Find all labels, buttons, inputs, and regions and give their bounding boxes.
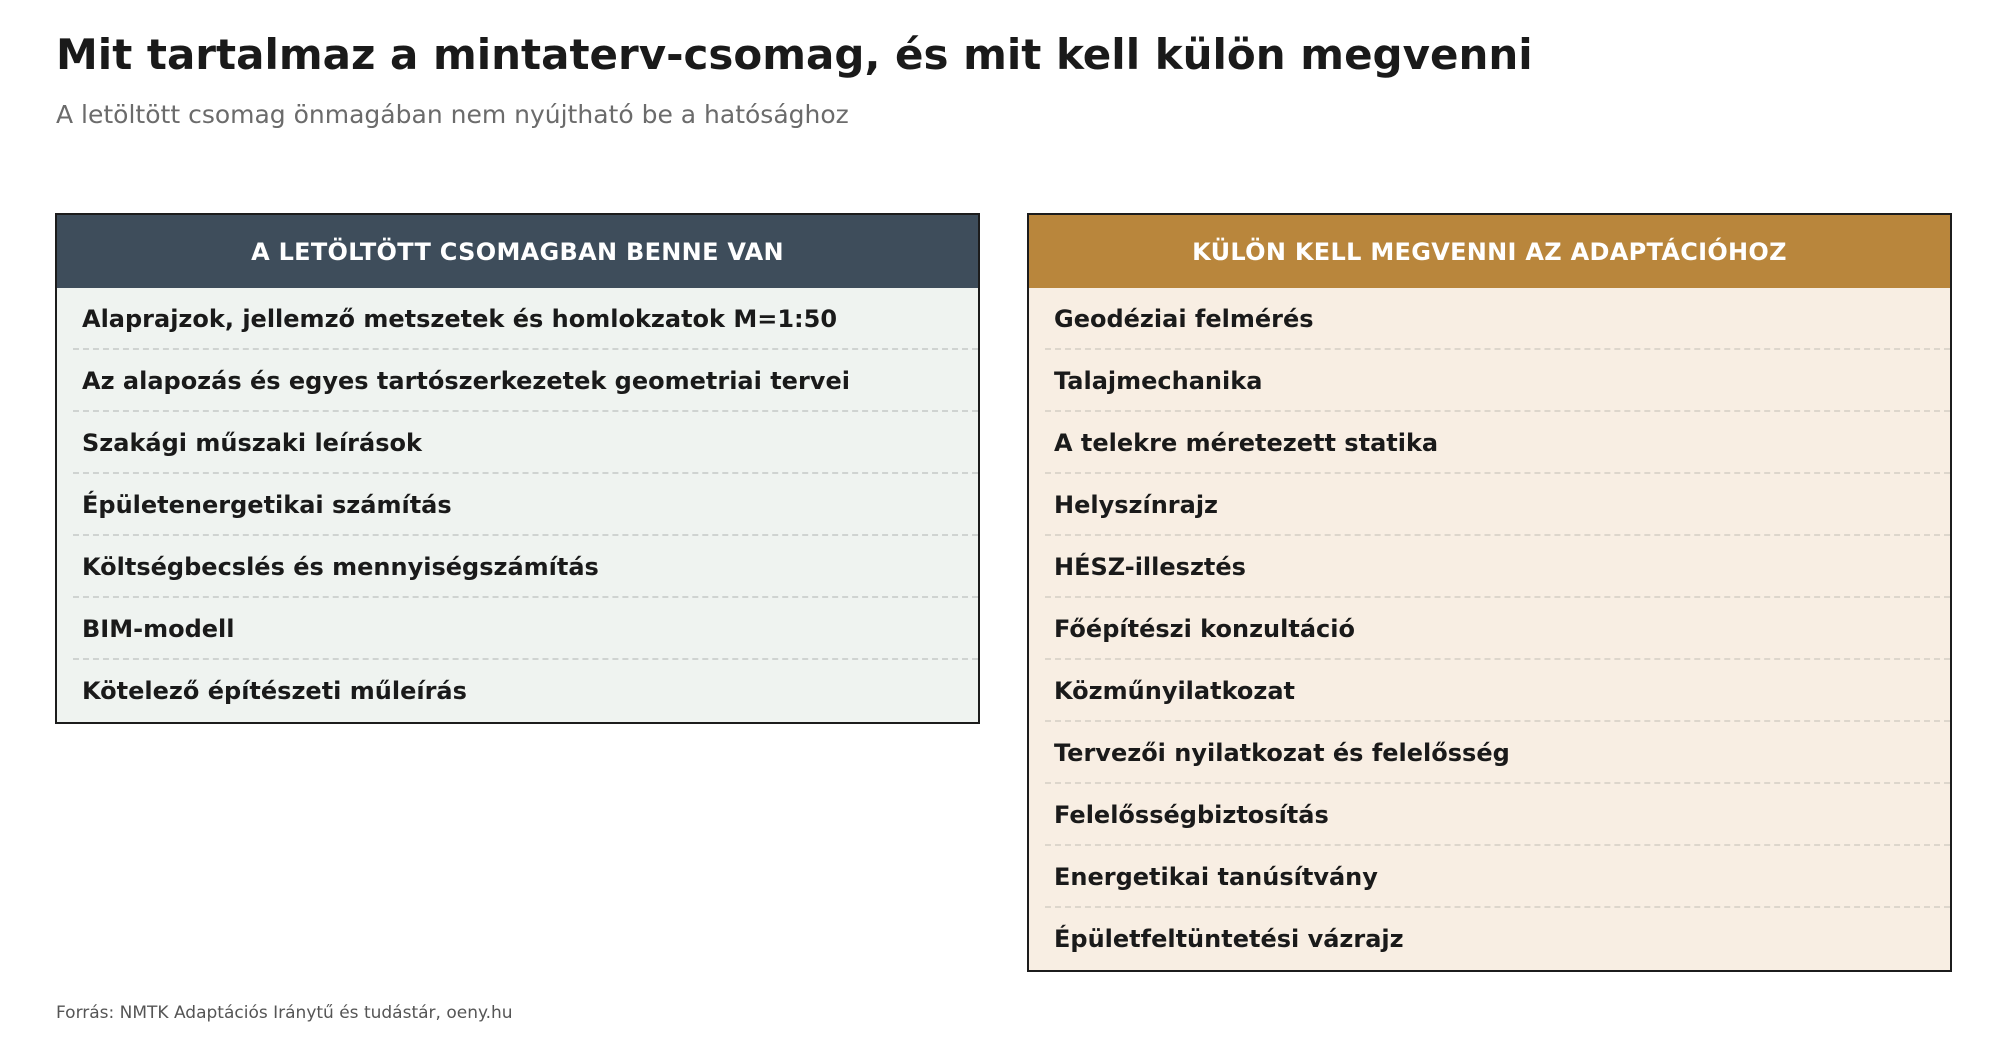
- list-item: Alaprajzok, jellemző metszetek és homlokzatok M=1:50: [57, 288, 978, 350]
- list-item: Épületfeltüntetési vázrajz: [1054, 925, 1404, 953]
- list-item: Szakági műszaki leírások: [57, 412, 978, 474]
- list-item: Geodéziai felmérés: [1029, 288, 1950, 350]
- purchase-separately-panel-header: KÜLÖN KELL MEGVENNI AZ ADAPTÁCIÓHOZ: [1029, 215, 1950, 288]
- page-subtitle: A letöltött csomag önmagában nem nyújtható be a hatósághoz: [56, 100, 849, 129]
- list-item: BIM-modell: [57, 598, 978, 660]
- source-note: Forrás: NMTK Adaptációs Iránytű és tudástár, oeny.hu: [56, 1003, 513, 1023]
- list-item: Talajmechanika: [1029, 350, 1950, 412]
- list-item: Energetikai tanúsítvány: [1029, 846, 1950, 908]
- list-item: Tervezői nyilatkozat és felelősség: [1029, 722, 1950, 784]
- list-item: Az alapozás és egyes tartószerkezetek geometriai tervei: [57, 350, 978, 412]
- purchase-separately-list: [1029, 288, 1950, 970]
- list-item: Főépítészi konzultáció: [1029, 598, 1950, 660]
- list-item: Kötelező építészeti műleírás: [82, 677, 467, 705]
- list-item: Felelősségbiztosítás: [1029, 784, 1950, 846]
- included-panel-header: A LETÖLTÖTT CSOMAGBAN BENNE VAN: [57, 215, 978, 288]
- list-item: A telekre méretezett statika: [1029, 412, 1950, 474]
- list-item: HÉSZ-illesztés: [1029, 536, 1950, 598]
- list-item: Helyszínrajz: [1029, 474, 1950, 536]
- list-item: Közműnyilatkozat: [1029, 660, 1950, 722]
- included-panel: [55, 213, 980, 724]
- list-item: Épületenergetikai számítás: [57, 474, 978, 536]
- included-list: [57, 288, 978, 722]
- list-item: Költségbecslés és mennyiségszámítás: [57, 536, 978, 598]
- purchase-separately-panel: [1027, 213, 1952, 972]
- page-title: Mit tartalmaz a mintaterv-csomag, és mit kell külön megvenni: [56, 30, 1533, 79]
